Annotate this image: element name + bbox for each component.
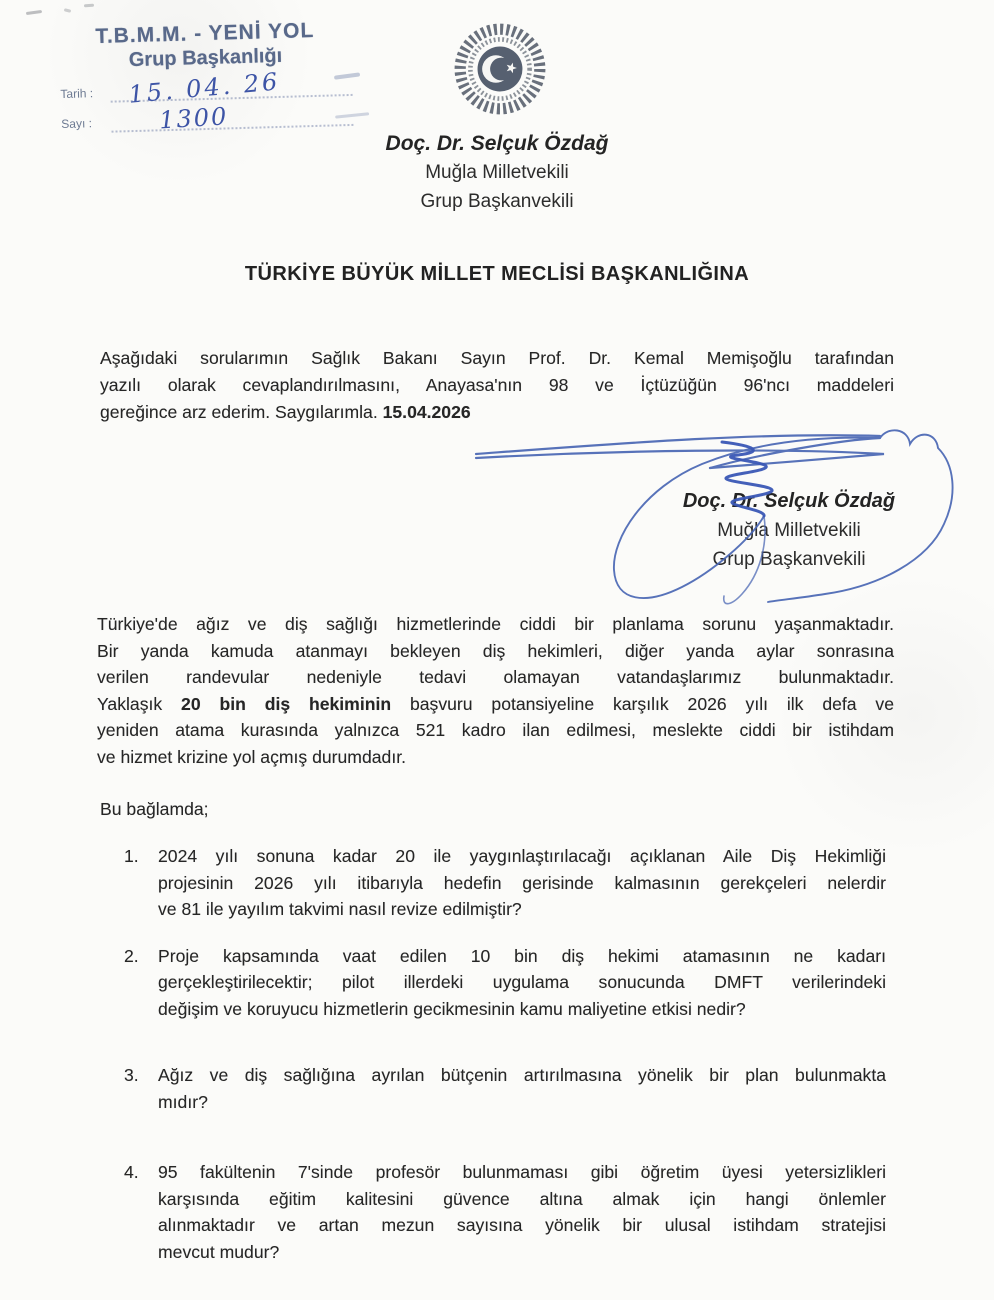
registry-stamp	[59, 18, 354, 134]
question-item-1	[124, 843, 886, 923]
stamp-date-label: Tarih :	[60, 86, 94, 102]
body-line: verilen randevular nedeniyle tedavi olamayan vatandaşlarımız bulunmaktadır.	[97, 667, 894, 687]
question-line: ve 81 ile yayılım takvimi nasıl revize edilmiştir?	[158, 899, 522, 919]
body-line-bold: 20 bin diş hekiminin	[181, 693, 392, 714]
question-line: 95 fakültenin 7'sinde profesör bulunmaması gibi öğretim üyesi yetersizlikleri	[158, 1162, 886, 1182]
body-line	[97, 691, 894, 718]
context-lead: Bu bağlamda;	[100, 799, 209, 819]
signature-block	[638, 487, 940, 574]
question-number: 1.	[124, 846, 139, 866]
question-line: Ağız ve diş sağlığına ayrılan bütçenin artırılmasına yönelik bir plan bulunmakta	[158, 1065, 886, 1085]
scan-artifact	[84, 4, 94, 8]
recipient-title: TÜRKİYE BÜYÜK MİLLET MECLİSİ BAŞKANLIĞINA	[244, 263, 750, 285]
tbmm-emblem-icon	[451, 20, 549, 118]
scan-artifact	[26, 10, 42, 15]
handwritten-number: 1300	[158, 102, 230, 135]
question-text	[158, 843, 886, 923]
question-number: 4.	[124, 1162, 139, 1182]
question-line: karşısında eğitim kalitesini güvence altına almak için hangi önlemler	[158, 1188, 886, 1209]
question-text	[158, 943, 886, 1023]
question-line: mıdır?	[158, 1091, 208, 1112]
body-line-segment: Yaklaşık	[97, 693, 182, 714]
body-line: Türkiye'de ağız ve diş sağlığı hizmetlerinde ciddi bir planlama sorunu yaşanmaktadır.	[97, 614, 894, 634]
question-number: 3.	[124, 1065, 139, 1085]
question-line: gerçekleştirilecektir; pilot illerdeki uygulama sonucunda DMFT verilerindeki	[158, 972, 886, 992]
handwritten-date: 15. 04. 26	[127, 67, 282, 109]
author-name: Doç. Dr. Selçuk Özdağ	[385, 132, 609, 155]
body-line: Bir yanda kamuda atanmayı bekleyen diş hekimleri, diğer yanda aylar sonrasına	[97, 640, 894, 661]
stamp-number-line	[111, 98, 354, 133]
question-text	[158, 1159, 886, 1265]
author-title-1: Muğla Milletvekili	[425, 162, 569, 183]
question-line: mevcut mudur?	[158, 1241, 280, 1262]
intro-closing: gereğince arz ederim. Saygılarımla.	[100, 402, 383, 422]
intro-line: Aşağıdaki sorularımın Sağlık Bakanı Sayın Prof. Dr. Kemal Memişoğlu tarafından	[100, 348, 894, 368]
signatory-title-1: Muğla Milletvekili	[717, 520, 861, 541]
author-title-2: Grup Başkanvekili	[420, 191, 574, 212]
question-item-4	[124, 1159, 886, 1265]
question-line: projesinin 2026 yılı itibarıyla hedefin gerisinde kalmasının gerekçeleri nelerdir	[158, 872, 886, 893]
scan-artifact	[335, 112, 369, 118]
question-item-3	[124, 1062, 886, 1115]
signatory-name: Doç. Dr. Selçuk Özdağ	[682, 490, 896, 512]
scan-artifact	[64, 8, 72, 13]
question-line: alınmaktadır ve artan mezun sayısına yönelik bir ulusal istihdam stratejisi	[158, 1215, 886, 1235]
intro-date: 15.04.2026	[382, 402, 471, 422]
intro-line	[100, 399, 894, 426]
body-line: ve hizmet krizine yol açmış durumdadır.	[97, 746, 406, 767]
intro-paragraph	[100, 345, 894, 426]
body-paragraph	[97, 611, 894, 770]
intro-line: yazılı olarak cevaplandırılmasını, Anayasa'nın 98 ve İçtüzüğün 96'ncı maddeleri	[100, 375, 894, 395]
scan-artifact	[334, 72, 360, 79]
question-line: değişim ve koruyucu hizmetlerin gecikmesinin kamu maliyetine etkisi nedir?	[158, 998, 746, 1019]
question-item-2	[124, 943, 886, 1023]
question-list	[124, 843, 886, 1265]
author-header-block	[0, 129, 994, 216]
body-line: yeniden atama kurasında yalnızca 521 kadro ilan edilmesi, meslekte ciddi bir istihdam	[97, 720, 894, 740]
stamp-number-label: Sayı :	[61, 116, 93, 132]
question-line: Proje kapsamında vaat edilen 10 bin diş hekimi atamasının ne kadarı	[158, 945, 886, 966]
question-text	[158, 1062, 886, 1115]
question-line: 2024 yılı sonuna kadar 20 ile yaygınlaştırılacağı açıklanan Aile Diş Hekimliği	[158, 846, 886, 866]
stamp-org-line2: Grup Başkanlığı	[128, 44, 283, 72]
body-line-segment: başvuru potansiyeline karşılık 2026 yılı ilk defa ve	[391, 693, 895, 714]
question-number: 2.	[124, 945, 139, 966]
stamp-date-line	[110, 67, 353, 109]
signatory-title-2: Grup Başkanvekili	[712, 549, 866, 570]
stamp-org-line1: T.B.M.M. - YENİ YOL	[95, 18, 315, 49]
